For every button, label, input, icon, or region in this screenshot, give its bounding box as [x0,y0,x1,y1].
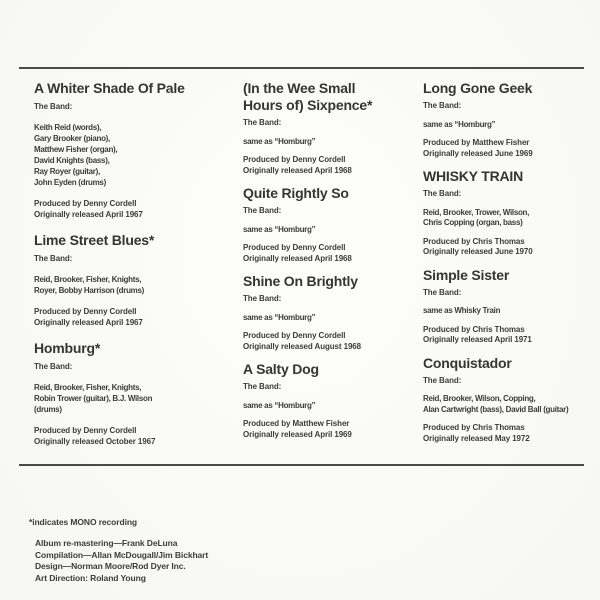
band-member-line: same as “Homburg” [243,136,316,146]
song-entry [243,361,419,440]
produced-credit: Produced by Denny Cordell [34,199,137,208]
band-member-line: Reid, Brooker, Wilson, Copping, [423,394,536,403]
column-2 [243,78,419,449]
song-title-line: Hours of) Sixpence* [243,97,373,113]
released-credit: Originally released June 1969 [423,148,533,158]
song-title [423,168,599,185]
song-title [423,80,599,97]
song-title-line: A Whiter Shade Of Pale [34,80,185,96]
band-lineup [423,306,599,317]
song-title [34,80,234,97]
song-title-line: (In the Wee Small [243,80,356,96]
song-title [243,361,419,378]
song-title-line: A Salty Dog [243,361,319,377]
released-credit: Originally released August 1968 [243,341,361,351]
band-label: The Band: [34,362,73,371]
produced-credit: Produced by Denny Cordell [243,155,346,164]
band-member-line: John Eyden (drums) [34,178,106,187]
band-member-line: same as “Homburg” [243,312,316,322]
band-label: The Band: [243,382,282,391]
band-lineup [34,382,234,415]
song-title [243,185,419,202]
produced-credit: Produced by Denny Cordell [243,331,346,340]
produced-credit: Produced by Matthew Fisher [243,419,350,428]
song-entry [423,80,599,159]
song-title-line: Long Gone Geek [423,80,533,96]
song-title [34,232,234,249]
band-member-line: Reid, Brooker, Trower, Wilson, [423,207,530,217]
song-title-line: Conquistador [423,354,512,371]
top-rule [19,67,584,69]
song-entry [423,355,599,445]
released-credit: Originally released April 1967 [34,318,143,327]
song-title-line: WHISKY TRAIN [423,168,524,184]
released-credit: Originally released May 1972 [423,433,530,443]
song-entry [423,168,599,258]
song-title-line: Lime Street Blues* [34,232,155,248]
credit-line: Art Direction: Roland Young [35,572,146,583]
band-label: The Band: [34,254,73,263]
band-member-line: David Knights (bass), [34,156,110,165]
column-1 [34,78,234,459]
band-lineup [423,208,599,229]
released-credit: Originally released April 1968 [243,253,352,263]
band-lineup [243,313,419,324]
band-member-line: Chris Copping (organ, bass) [423,218,523,227]
credit-line: Album re-mastering—Frank DeLuna [35,538,178,548]
band-lineup [243,401,419,412]
band-label: The Band: [243,118,282,127]
band-member-line: same as “Homburg” [243,400,316,410]
band-member-line: Gary Brooker (piano), [34,134,110,143]
song-title [423,355,599,372]
song-title [243,80,419,114]
song-entry [34,80,234,220]
band-label: The Band: [243,206,282,215]
band-label: The Band: [423,287,462,297]
produced-credit: Produced by Denny Cordell [34,426,137,435]
band-member-line: Reid, Brooker, Fisher, Knights, [34,383,142,392]
bottom-rule [19,464,584,466]
band-label: The Band: [423,101,462,110]
song-entry [34,232,234,328]
band-member-line: Alan Cartwright (bass), David Ball (guitar) [423,404,569,414]
song-entry [423,267,599,346]
produced-credit: Produced by Chris Thomas [423,423,525,432]
band-member-line: Reid, Brooker, Fisher, Knights, [34,275,142,284]
mono-note: *indicates MONO recording [29,517,138,527]
released-credit: Originally released June 1970 [423,247,533,256]
song-title-line: Shine On Brightly [243,273,358,289]
credit-line: Compilation—Allan McDougall/Jim Bickhart [35,549,209,560]
band-member-line: same as “Homburg” [423,119,496,129]
released-credit: Originally released April 1969 [243,429,352,439]
band-lineup [423,120,599,131]
produced-credit: Produced by Matthew Fisher [423,138,530,147]
song-entry [34,340,234,447]
band-member-line: (drums) [34,405,62,414]
produced-credit: Produced by Denny Cordell [243,243,346,252]
band-lineup [423,394,599,415]
song-entry [243,185,419,264]
song-title-line: Simple Sister [423,266,510,283]
released-credit: Originally released April 1971 [423,335,532,344]
song-title [423,267,599,284]
band-member-line: same as Whisky Train [423,306,501,315]
song-title-line: Homburg* [34,340,101,356]
band-lineup [34,122,234,188]
song-title [243,273,419,290]
band-member-line: same as “Homburg” [243,224,316,234]
produced-credit: Produced by Denny Cordell [34,307,137,316]
band-lineup [34,274,234,296]
song-title [34,340,234,357]
band-label: The Band: [34,102,73,111]
band-label: The Band: [243,294,282,303]
credit-line: Design—Norman Moore/Rod Dyer Inc. [35,561,186,571]
band-member-line: Royer, Bobby Harrison (drums) [34,286,144,295]
produced-credit: Produced by Chris Thomas [423,236,525,246]
band-lineup [243,137,419,148]
band-member-line: Matthew Fisher (organ), [34,145,118,154]
band-lineup [243,225,419,236]
released-credit: Originally released April 1968 [243,165,352,175]
produced-credit: Produced by Chris Thomas [423,324,525,334]
song-entry [243,273,419,352]
song-title-line: Quite Rightly So [243,185,349,201]
column-3 [423,78,599,453]
band-member-line: Ray Royer (guitar), [34,167,100,176]
credits-list [35,538,208,584]
released-credit: Originally released October 1967 [34,437,156,446]
band-member-line: Robin Trower (guitar), B.J. Wilson [34,394,153,403]
band-member-line: Keith Reid (words), [34,123,102,132]
band-label: The Band: [423,375,462,385]
released-credit: Originally released April 1967 [34,210,143,219]
band-label: The Band: [423,189,462,198]
song-entry [243,80,419,176]
